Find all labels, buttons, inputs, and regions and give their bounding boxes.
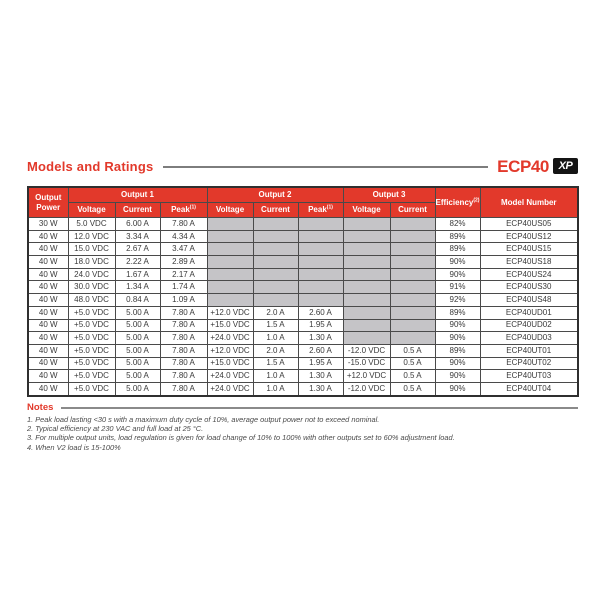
output3-voltage-cell: -12.0 VDC — [343, 382, 390, 395]
output2-voltage-cell: +15.0 VDC — [207, 319, 253, 332]
output1-voltage-cell: +5.0 VDC — [68, 306, 115, 319]
output1-current-cell: 5.00 A — [115, 306, 160, 319]
section-title: Models and Ratings — [27, 158, 154, 174]
output2-current-cell — [253, 268, 298, 281]
output-power-cell: 40 W — [28, 230, 68, 243]
efficiency-cell: 89% — [435, 344, 480, 357]
output2-voltage-cell: +24.0 VDC — [207, 332, 253, 345]
header-output2: Output 2 — [207, 187, 343, 203]
table-row — [28, 382, 578, 395]
output1-voltage-cell: 5.0 VDC — [68, 218, 115, 231]
output1-peak-cell: 4.34 A — [160, 230, 207, 243]
efficiency-cell: 90% — [435, 332, 480, 345]
output1-current-cell: 2.67 A — [115, 243, 160, 256]
output2-current-cell — [253, 256, 298, 269]
output2-current-cell — [253, 294, 298, 307]
output2-voltage-cell: +24.0 VDC — [207, 370, 253, 383]
efficiency-cell: 90% — [435, 319, 480, 332]
table-row — [28, 281, 578, 294]
output-power-cell: 40 W — [28, 357, 68, 370]
header-output2-voltage: Voltage — [207, 203, 253, 218]
output3-voltage-cell — [343, 256, 390, 269]
notes-section — [27, 403, 578, 453]
output1-voltage-cell: 24.0 VDC — [68, 268, 115, 281]
output2-current-cell: 1.0 A — [253, 382, 298, 395]
notes-heading: Notes — [27, 402, 54, 414]
output2-peak-cell — [298, 218, 343, 231]
output2-voltage-cell — [207, 256, 253, 269]
output3-voltage-cell: -15.0 VDC — [343, 357, 390, 370]
output1-current-cell: 1.34 A — [115, 281, 160, 294]
output1-peak-cell: 7.80 A — [160, 332, 207, 345]
model-number-cell: ECP40US05 — [480, 218, 578, 231]
output2-current-cell: 1.5 A — [253, 357, 298, 370]
output3-voltage-cell — [343, 294, 390, 307]
efficiency-cell: 89% — [435, 243, 480, 256]
output2-voltage-cell: +12.0 VDC — [207, 344, 253, 357]
output1-peak-cell: 7.80 A — [160, 357, 207, 370]
table-row — [28, 332, 578, 345]
output2-peak-cell: 1.30 A — [298, 332, 343, 345]
output2-peak-cell: 1.95 A — [298, 319, 343, 332]
output1-peak-cell: 7.80 A — [160, 319, 207, 332]
header-output1-current: Current — [115, 203, 160, 218]
output2-voltage-cell — [207, 268, 253, 281]
output3-voltage-cell — [343, 268, 390, 281]
output1-peak-cell: 7.80 A — [160, 306, 207, 319]
product-name: ECP40 — [497, 156, 549, 176]
model-number-cell: ECP40UD02 — [480, 319, 578, 332]
output1-peak-cell: 1.09 A — [160, 294, 207, 307]
output-power-cell: 40 W — [28, 281, 68, 294]
header-output3-current: Current — [390, 203, 435, 218]
output-power-cell: 40 W — [28, 319, 68, 332]
output3-current-cell — [390, 230, 435, 243]
output-power-cell: 40 W — [28, 370, 68, 383]
output2-peak-cell: 1.95 A — [298, 357, 343, 370]
note-item: 4. When V2 load is 15-100% — [27, 442, 121, 452]
output2-current-cell: 1.5 A — [253, 319, 298, 332]
output1-voltage-cell: 18.0 VDC — [68, 256, 115, 269]
efficiency-cell: 90% — [435, 357, 480, 370]
header-model-number: Model Number — [480, 187, 578, 218]
output3-current-cell: 0.5 A — [390, 344, 435, 357]
output1-voltage-cell: +5.0 VDC — [68, 332, 115, 345]
output3-voltage-cell — [343, 230, 390, 243]
output3-current-cell — [390, 294, 435, 307]
output-power-cell: 40 W — [28, 344, 68, 357]
model-number-cell: ECP40US12 — [480, 230, 578, 243]
header-output2-peak-label: Peak — [308, 205, 327, 215]
output-power-cell: 40 W — [28, 256, 68, 269]
peak-note-ref: (1) — [189, 204, 196, 211]
header-efficiency-label: Efficiency — [435, 197, 474, 207]
output1-current-cell: 1.67 A — [115, 268, 160, 281]
notes-header — [27, 403, 578, 413]
output2-current-cell — [253, 243, 298, 256]
header-output1-peak-label: Peak — [171, 205, 190, 215]
table-row — [28, 243, 578, 256]
output3-current-cell — [390, 306, 435, 319]
output3-current-cell — [390, 218, 435, 231]
output1-peak-cell: 7.80 A — [160, 382, 207, 395]
model-number-cell: ECP40UD01 — [480, 306, 578, 319]
content-area — [27, 156, 578, 452]
efficiency-cell: 89% — [435, 306, 480, 319]
table-row — [28, 344, 578, 357]
output2-voltage-cell — [207, 281, 253, 294]
header-output1-voltage: Voltage — [68, 203, 115, 218]
efficiency-cell: 89% — [435, 230, 480, 243]
output1-current-cell: 6.00 A — [115, 218, 160, 231]
model-number-cell: ECP40US30 — [480, 281, 578, 294]
output-power-cell: 40 W — [28, 294, 68, 307]
table-row — [28, 256, 578, 269]
output2-voltage-cell — [207, 230, 253, 243]
output2-peak-cell: 2.60 A — [298, 344, 343, 357]
model-number-cell: ECP40UT04 — [480, 382, 578, 395]
output3-current-cell — [390, 319, 435, 332]
output2-voltage-cell: +24.0 VDC — [207, 382, 253, 395]
model-number-cell: ECP40UT01 — [480, 344, 578, 357]
table-body — [28, 218, 578, 396]
output1-voltage-cell: 48.0 VDC — [68, 294, 115, 307]
model-number-cell: ECP40UD03 — [480, 332, 578, 345]
xp-power-logo: XP — [553, 158, 578, 174]
output2-voltage-cell — [207, 294, 253, 307]
model-number-cell: ECP40UT02 — [480, 357, 578, 370]
table-row — [28, 370, 578, 383]
output2-peak-cell: 2.60 A — [298, 306, 343, 319]
note-item: 2. Typical efficiency at 230 VAC and full load at 25 °C. — [27, 424, 204, 434]
output3-voltage-cell — [343, 243, 390, 256]
output1-peak-cell: 3.47 A — [160, 243, 207, 256]
output1-voltage-cell: +5.0 VDC — [68, 319, 115, 332]
output1-current-cell: 0.84 A — [115, 294, 160, 307]
output3-current-cell — [390, 268, 435, 281]
peak-note-ref: (1) — [326, 204, 333, 211]
output1-current-cell: 5.00 A — [115, 319, 160, 332]
efficiency-note-ref: (2) — [473, 197, 480, 204]
output1-voltage-cell: +5.0 VDC — [68, 344, 115, 357]
output2-peak-cell: 1.30 A — [298, 382, 343, 395]
output1-current-cell: 3.34 A — [115, 230, 160, 243]
header-output-power: Output Power — [28, 187, 68, 218]
header-output1: Output 1 — [68, 187, 207, 203]
table-row — [28, 230, 578, 243]
output1-voltage-cell: +5.0 VDC — [68, 357, 115, 370]
efficiency-cell: 90% — [435, 268, 480, 281]
output3-voltage-cell: +12.0 VDC — [343, 370, 390, 383]
output2-peak-cell: 1.30 A — [298, 370, 343, 383]
output2-peak-cell — [298, 230, 343, 243]
table-header-group-row — [28, 187, 578, 203]
header-output1-peak — [160, 203, 207, 218]
output-power-cell: 30 W — [28, 218, 68, 231]
output2-peak-cell — [298, 294, 343, 307]
notes-rule — [61, 407, 578, 409]
table-row — [28, 306, 578, 319]
header-rule — [163, 166, 488, 168]
output3-current-cell: 0.5 A — [390, 357, 435, 370]
output1-voltage-cell: +5.0 VDC — [68, 382, 115, 395]
model-number-cell: ECP40UT03 — [480, 370, 578, 383]
efficiency-cell: 90% — [435, 256, 480, 269]
efficiency-cell: 82% — [435, 218, 480, 231]
model-number-cell: ECP40US15 — [480, 243, 578, 256]
output3-voltage-cell — [343, 218, 390, 231]
section-header — [27, 156, 578, 176]
model-number-cell: ECP40US18 — [480, 256, 578, 269]
output1-peak-cell: 1.74 A — [160, 281, 207, 294]
output2-current-cell: 1.0 A — [253, 370, 298, 383]
efficiency-cell: 91% — [435, 281, 480, 294]
output3-voltage-cell — [343, 281, 390, 294]
output3-voltage-cell — [343, 332, 390, 345]
output1-peak-cell: 7.80 A — [160, 344, 207, 357]
header-output2-peak — [298, 203, 343, 218]
efficiency-cell: 92% — [435, 294, 480, 307]
output2-peak-cell — [298, 243, 343, 256]
output2-current-cell — [253, 218, 298, 231]
table-row — [28, 218, 578, 231]
output2-peak-cell — [298, 281, 343, 294]
header-output3: Output 3 — [343, 187, 435, 203]
output1-current-cell: 5.00 A — [115, 357, 160, 370]
note-item: 3. For multiple output units, load regulation is given for load change of 10% to 100% with other outputs set to 60% adjustment load. — [27, 433, 455, 443]
output3-current-cell — [390, 332, 435, 345]
output1-peak-cell: 2.17 A — [160, 268, 207, 281]
output1-voltage-cell: 30.0 VDC — [68, 281, 115, 294]
output-power-cell: 40 W — [28, 382, 68, 395]
output1-current-cell: 5.00 A — [115, 382, 160, 395]
output1-peak-cell: 2.89 A — [160, 256, 207, 269]
table-row — [28, 294, 578, 307]
table-row — [28, 268, 578, 281]
output1-voltage-cell: 12.0 VDC — [68, 230, 115, 243]
output1-peak-cell: 7.80 A — [160, 218, 207, 231]
output2-current-cell — [253, 230, 298, 243]
output1-voltage-cell: 15.0 VDC — [68, 243, 115, 256]
header-output3-voltage: Voltage — [343, 203, 390, 218]
header-efficiency — [435, 187, 480, 218]
table-row — [28, 319, 578, 332]
efficiency-cell: 90% — [435, 370, 480, 383]
models-ratings-table — [27, 186, 579, 397]
output1-voltage-cell: +5.0 VDC — [68, 370, 115, 383]
output3-voltage-cell: -12.0 VDC — [343, 344, 390, 357]
output2-current-cell: 2.0 A — [253, 306, 298, 319]
output-power-cell: 40 W — [28, 243, 68, 256]
output2-voltage-cell: +15.0 VDC — [207, 357, 253, 370]
output2-peak-cell — [298, 256, 343, 269]
model-number-cell: ECP40US24 — [480, 268, 578, 281]
output1-current-cell: 5.00 A — [115, 344, 160, 357]
output2-current-cell: 1.0 A — [253, 332, 298, 345]
output2-peak-cell — [298, 268, 343, 281]
table-row — [28, 357, 578, 370]
output2-current-cell: 2.0 A — [253, 344, 298, 357]
output1-peak-cell: 7.80 A — [160, 370, 207, 383]
efficiency-cell: 90% — [435, 382, 480, 395]
output3-current-cell: 0.5 A — [390, 382, 435, 395]
output2-current-cell — [253, 281, 298, 294]
output2-voltage-cell: +12.0 VDC — [207, 306, 253, 319]
output3-voltage-cell — [343, 306, 390, 319]
output2-voltage-cell — [207, 218, 253, 231]
output1-current-cell: 5.00 A — [115, 370, 160, 383]
output3-voltage-cell — [343, 319, 390, 332]
header-output2-current: Current — [253, 203, 298, 218]
model-number-cell: ECP40US48 — [480, 294, 578, 307]
output-power-cell: 40 W — [28, 306, 68, 319]
output3-current-cell — [390, 243, 435, 256]
output2-voltage-cell — [207, 243, 253, 256]
output3-current-cell — [390, 281, 435, 294]
output3-current-cell: 0.5 A — [390, 370, 435, 383]
output-power-cell: 40 W — [28, 268, 68, 281]
output1-current-cell: 5.00 A — [115, 332, 160, 345]
output3-current-cell — [390, 256, 435, 269]
output-power-cell: 40 W — [28, 332, 68, 345]
note-item: 1. Peak load lasting <30 s with a maximum duty cycle of 10%, average output power not to exceed nominal. — [27, 414, 380, 424]
output1-current-cell: 2.22 A — [115, 256, 160, 269]
